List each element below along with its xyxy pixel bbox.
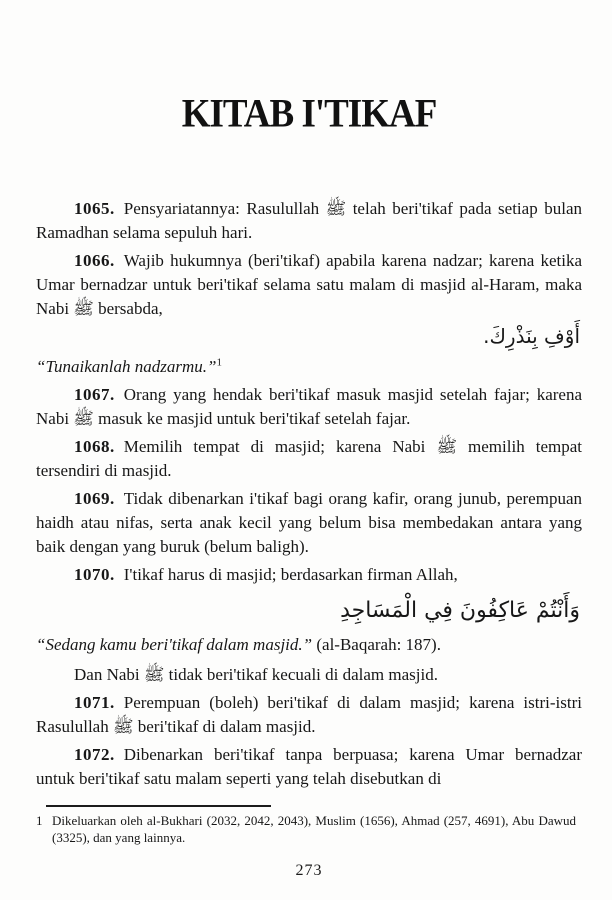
paragraph-number: 1070. (74, 565, 115, 584)
footnote-block (36, 805, 582, 846)
paragraph-1070 (36, 563, 582, 587)
page-number: 273 (295, 862, 323, 879)
paragraph-text: I'tikaf harus di masjid; berdasarkan firman Allah, (123, 565, 458, 584)
paragraph-number: 1067. (74, 385, 115, 404)
paragraph-number: 1065. (74, 199, 115, 218)
footnote (36, 812, 582, 846)
body-text (36, 197, 582, 791)
footnote-text: Dikeluarkan oleh al-Bukhari (2032, 2042, 2043), Muslim (1656), Ahmad (257, 4691), Abu Dawud (3325), dan yang lainnya. (52, 813, 576, 845)
footnote-divider (46, 805, 271, 807)
paragraph-text: Wajib hukumnya (beri'tikaf) apabila karena nadzar; karena ketika Umar bernadzar untuk beri'tikaf selama satu malam di masjid al-Haram, maka Nabi ﷺ bersabda, (36, 251, 582, 318)
paragraph-text: Memilih tempat di masjid; karena Nabi ﷺ memilih tempat tersendiri di masjid. (36, 437, 583, 480)
footnote-reference: 1 (216, 356, 222, 369)
paragraph-text: Dibenarkan beri'tikaf tanpa berpuasa; karena Umar bernadzar untuk beri'tikaf satu malam seperti yang telah disebutkan di (36, 745, 582, 788)
paragraph-number: 1066. (74, 251, 115, 270)
paragraph-number: 1068. (74, 437, 115, 456)
chapter-title: KITAB I'TIKAF (181, 91, 437, 137)
paragraph-1069 (36, 487, 582, 559)
paragraph-1068 (36, 435, 582, 483)
paragraph-text: Pensyariatannya: Rasulullah ﷺ telah beri'tikaf pada setiap bulan Ramadhan selama sepuluh hari. (36, 199, 582, 242)
paragraph-text: Orang yang hendak beri'tikaf masuk masjid setelah fajar; karena Nabi ﷺ masuk ke masjid untuk beri'tikaf setelah fajar. (36, 385, 582, 428)
dan-nabi-line: Dan Nabi ﷺ tidak beri'tikaf kecuali di dalam masjid. (74, 665, 438, 684)
verse-translation (36, 633, 582, 657)
paragraph-number: 1072. (74, 745, 115, 764)
paragraph-text: Tidak dibenarkan i'tikaf bagi orang kafir, orang junub, perempuan haidh atau nifas, serta anak kecil yang belum bisa membedakan antara yang baik dengan yang buruk (belum baligh). (36, 489, 582, 556)
paragraph-number: 1071. (74, 693, 115, 712)
quote-text: “Sedang kamu beri'tikaf dalam masjid.” (36, 635, 313, 654)
paragraph-number: 1069. (74, 489, 115, 508)
paragraph-text: Perempuan (boleh) beri'tikaf di dalam masjid; karena istri-istri Rasulullah ﷺ beri'tikaf di dalam masjid. (36, 693, 582, 736)
verse-reference: (al-Baqarah: 187). (312, 635, 441, 654)
paragraph-1065 (36, 197, 582, 245)
hadith-translation (36, 355, 582, 379)
paragraph-1071 (36, 691, 582, 739)
paragraph-1066 (36, 249, 582, 321)
arabic-hadith-text: أَوْفِ بِنَذْرِكَ. (483, 324, 580, 348)
footnote-marker: 1 (36, 813, 43, 828)
quote-text: “Tunaikanlah nadzarmu.” (36, 357, 217, 376)
paragraph-1072 (36, 743, 582, 791)
arabic-quran-verse: وَأَنْتُمْ عَاكِفُونَ فِي الْمَسَاجِدِ (340, 598, 580, 623)
paragraph-1067 (36, 383, 582, 431)
